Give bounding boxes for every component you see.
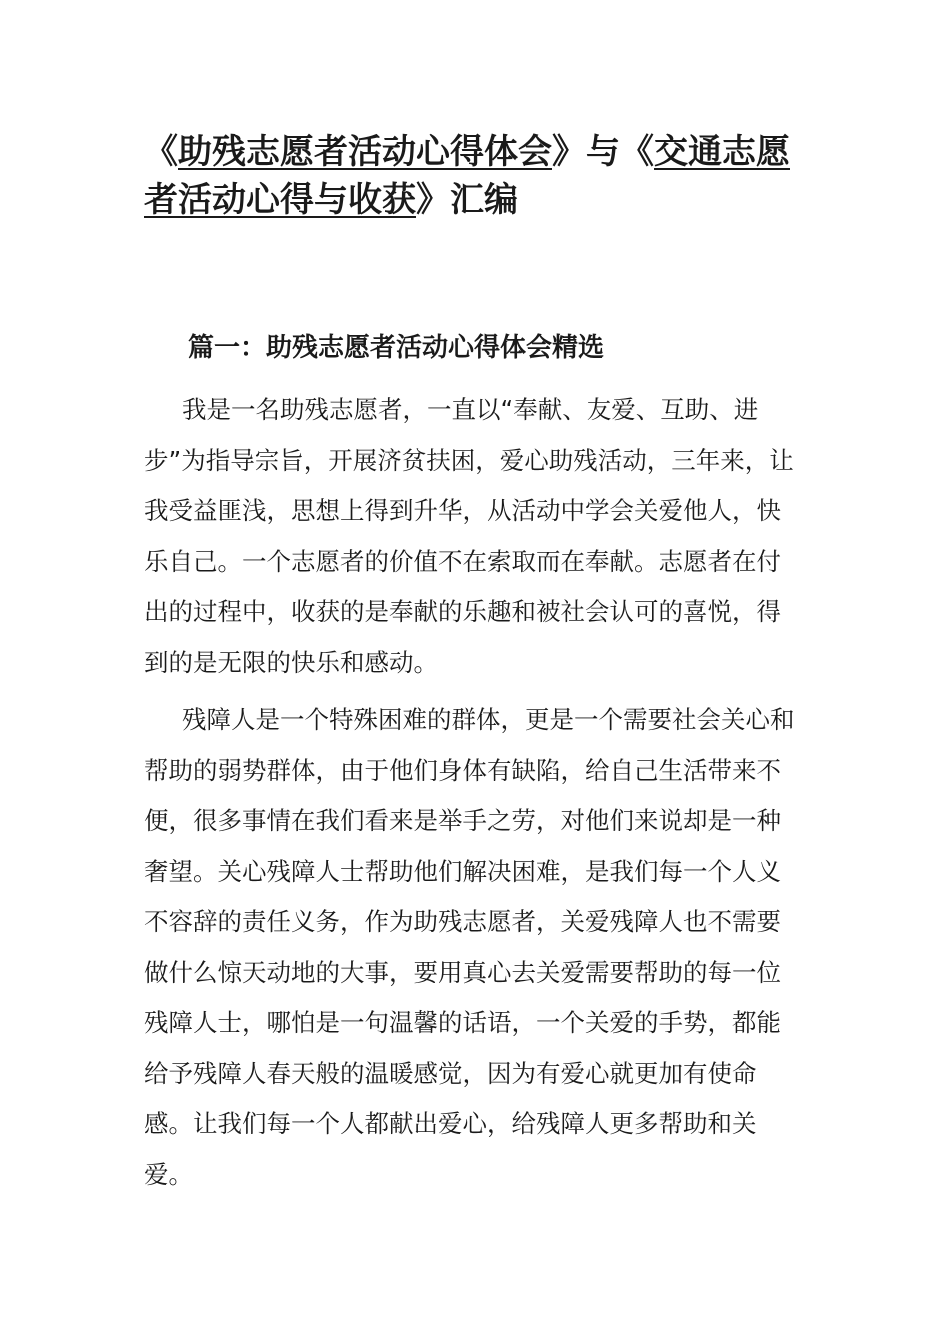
document-title <box>144 128 804 224</box>
title-link-traffic-volunteer[interactable]: 交通志愿者活动心得与收获 <box>144 132 790 220</box>
title-open-bracket: 《 <box>144 132 178 172</box>
title-link-disabled-volunteer[interactable]: 助残志愿者活动心得体会 <box>178 132 552 172</box>
paragraph-1: 我是一名助残志愿者，一直以“奉献、友爱、互助、进步”为指导宗旨，开展济贫扶困，爱心助残活动，三年来，让我受益匪浅，思想上得到升华，从活动中学会关爱他人，快乐自己。一个志愿者的价值不在索取而在奉献。志愿者在付出的过程中，收获的是奉献的乐趣和被社会认可的喜悦，得到的是无限的快乐和感动。 <box>144 395 794 677</box>
paragraph-2: 残障人是一个特殊困难的群体，更是一个需要社会关心和帮助的弱势群体，由于他们身体有缺陷，给自己生活带来不便，很多事情在我们看来是举手之劳，对他们来说却是一种奢望。关心残障人士帮助他们解决困难，是我们每一个人义不容辞的责任义务，作为助残志愿者，关爱残障人也不需要做什么惊天动地的大事，要用真心去关爱需要帮助的每一位残障人士，哪怕是一句温馨的话语，一个关爱的手势，都能给予残障人春天般的温暖感觉，因为有爱心就更加有使命感。让我们每一个人都献出爱心，给残障人更多帮助和关爱。 <box>144 705 795 1189</box>
section-heading: 篇一：助残志愿者活动心得体会精选 <box>188 333 605 363</box>
title-close: 》汇编 <box>416 180 518 220</box>
title-connector: 》与《 <box>552 132 654 172</box>
